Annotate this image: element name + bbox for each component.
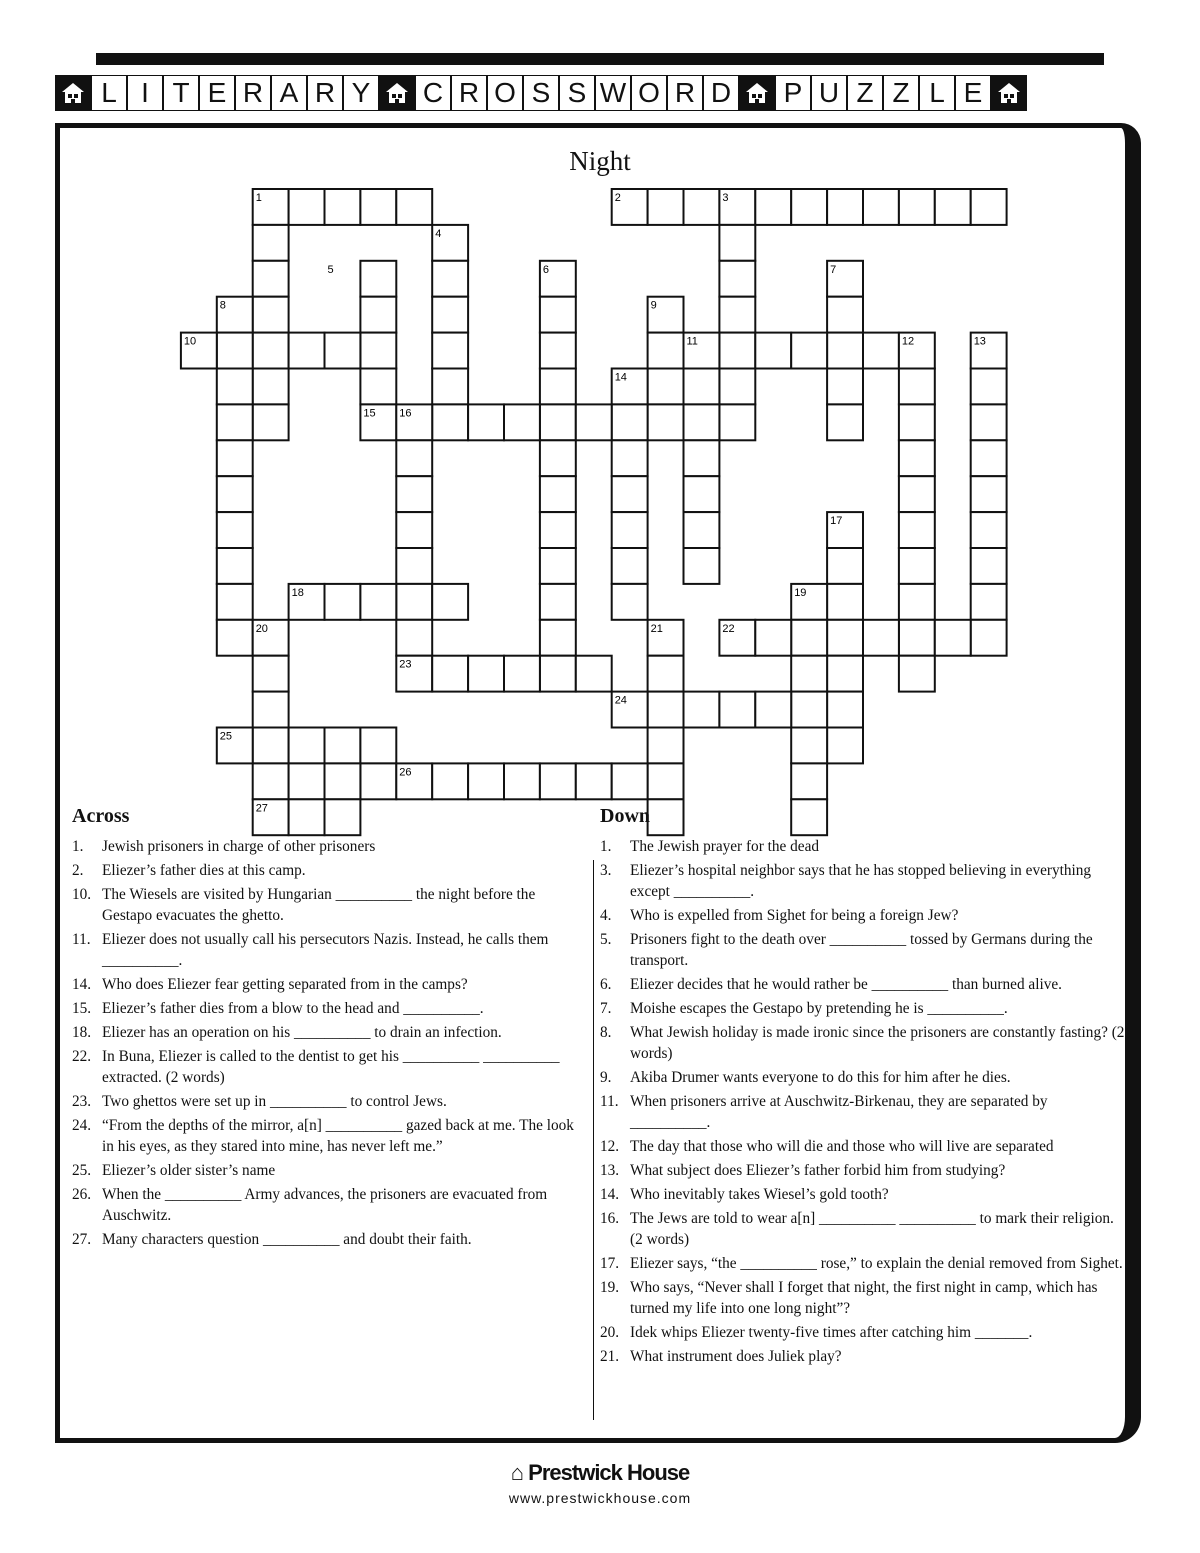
grid-cell[interactable] bbox=[360, 763, 396, 799]
clue-index: 11. bbox=[600, 1093, 619, 1110]
clue-text: Eliezer decides that he would rather be __________ than burned alive. bbox=[630, 976, 1062, 993]
grid-cell[interactable] bbox=[540, 440, 576, 476]
grid-cell[interactable] bbox=[360, 333, 396, 369]
grid-cell[interactable] bbox=[217, 548, 253, 584]
grid-cell[interactable] bbox=[540, 404, 576, 440]
clue-number: 5 bbox=[327, 263, 334, 276]
clue-index: 9. bbox=[600, 1069, 612, 1086]
grid-cell[interactable] bbox=[719, 297, 755, 333]
grid-cell[interactable] bbox=[791, 728, 827, 764]
clue-number: 17 bbox=[830, 515, 843, 528]
clue-index: 1. bbox=[72, 838, 84, 855]
grid-cell[interactable] bbox=[253, 369, 289, 405]
across-heading: Across bbox=[72, 805, 130, 827]
grid-cell[interactable] bbox=[684, 692, 720, 728]
grid-cell[interactable] bbox=[971, 404, 1007, 440]
clue-text: Eliezer’s older sister’s name bbox=[102, 1162, 276, 1179]
grid-cell[interactable] bbox=[719, 369, 755, 405]
grid-cell[interactable] bbox=[289, 763, 325, 799]
clue-text: Who is expelled from Sighet for being a foreign Jew? bbox=[630, 907, 959, 924]
grid-cell[interactable] bbox=[899, 620, 935, 656]
grid-cell[interactable] bbox=[540, 476, 576, 512]
down-clue bbox=[600, 1346, 1125, 1367]
grid-cell[interactable] bbox=[432, 763, 468, 799]
down-clue bbox=[600, 1208, 1125, 1250]
clue-index: 14. bbox=[600, 1186, 620, 1203]
grid-cell[interactable] bbox=[360, 297, 396, 333]
banner-letter: E bbox=[199, 75, 235, 111]
clue-index: 4. bbox=[600, 907, 612, 924]
clue-index: 12. bbox=[600, 1138, 620, 1155]
banner-letter: L bbox=[919, 75, 955, 111]
grid-cell[interactable] bbox=[612, 404, 648, 440]
grid-cell[interactable] bbox=[576, 763, 612, 799]
grid-cell[interactable] bbox=[827, 548, 863, 584]
grid-cell[interactable] bbox=[432, 584, 468, 620]
grid-cell[interactable] bbox=[791, 692, 827, 728]
clue-number: 10 bbox=[183, 335, 197, 348]
clue-index: 17. bbox=[600, 1255, 620, 1272]
grid-cell[interactable] bbox=[899, 656, 935, 692]
banner-letter: T bbox=[163, 75, 199, 111]
clue-number: 26 bbox=[399, 766, 412, 779]
publisher-url: www.prestwickhouse.com bbox=[508, 1490, 692, 1506]
grid-cell[interactable] bbox=[325, 584, 361, 620]
clue-text: In Buna, Eliezer is called to the dentist to get his __________ __________ extracted. (2 words) bbox=[102, 1048, 560, 1086]
clue-number: 24 bbox=[614, 694, 627, 707]
banner-letter: S bbox=[523, 75, 559, 111]
clue-number: 6 bbox=[542, 263, 550, 276]
grid-cell[interactable] bbox=[827, 656, 863, 692]
grid-cell[interactable] bbox=[827, 189, 863, 225]
clue-text: Who inevitably takes Wiesel’s gold tooth? bbox=[630, 1186, 889, 1203]
clue-index: 5. bbox=[600, 931, 612, 948]
grid-cell[interactable] bbox=[576, 404, 612, 440]
grid-cell[interactable] bbox=[827, 369, 863, 405]
grid-cell[interactable] bbox=[899, 476, 935, 512]
grid-cell[interactable] bbox=[791, 656, 827, 692]
grid-cell[interactable] bbox=[612, 512, 648, 548]
clue-text: Jewish prisoners in charge of other prisoners bbox=[102, 838, 376, 855]
grid-cell[interactable] bbox=[648, 763, 684, 799]
grid-cell[interactable] bbox=[791, 333, 827, 369]
banner-letter: R bbox=[451, 75, 487, 111]
grid-cell[interactable] bbox=[289, 728, 325, 764]
across-clue bbox=[72, 929, 577, 971]
grid-cell[interactable] bbox=[396, 440, 432, 476]
grid-cell[interactable] bbox=[648, 404, 684, 440]
clue-number: 8 bbox=[219, 299, 226, 312]
down-clue bbox=[600, 905, 1125, 926]
grid-cell[interactable] bbox=[504, 404, 540, 440]
clue-index: 2. bbox=[72, 862, 84, 879]
grid-cell[interactable] bbox=[360, 261, 396, 297]
clue-number: 20 bbox=[255, 622, 268, 635]
clue-index: 16. bbox=[600, 1210, 620, 1227]
clue-number: 27 bbox=[255, 802, 268, 815]
clue-number: 18 bbox=[291, 586, 304, 599]
grid-cell[interactable] bbox=[325, 189, 361, 225]
across-clue bbox=[72, 836, 577, 857]
grid-cell[interactable] bbox=[684, 404, 720, 440]
clue-text: Moishe escapes the Gestapo by pretending he is __________. bbox=[630, 1000, 1008, 1017]
across-clue bbox=[72, 1022, 577, 1043]
grid-cell[interactable] bbox=[827, 620, 863, 656]
across-clue bbox=[72, 884, 577, 926]
clue-index: 1. bbox=[600, 838, 612, 855]
grid-cell[interactable] bbox=[827, 692, 863, 728]
clue-number: 21 bbox=[650, 622, 663, 635]
grid-cell[interactable] bbox=[612, 440, 648, 476]
clue-text: Who says, “Never shall I forget that night, the first night in camp, which has turned my life into one long night”? bbox=[630, 1279, 1098, 1317]
puzzle-title: Night bbox=[569, 146, 631, 176]
clue-index: 8. bbox=[600, 1024, 612, 1041]
grid-cell[interactable] bbox=[684, 476, 720, 512]
grid-cell[interactable] bbox=[289, 333, 325, 369]
clue-text: Eliezer says, “the __________ rose,” to explain the denial removed from Sighet. bbox=[630, 1255, 1123, 1272]
grid-cell[interactable] bbox=[432, 333, 468, 369]
grid-cell[interactable] bbox=[755, 620, 791, 656]
clue-index: 6. bbox=[600, 976, 612, 993]
grid-cell[interactable] bbox=[504, 763, 540, 799]
clue-index: 10. bbox=[72, 886, 92, 903]
column-divider bbox=[593, 860, 594, 1420]
across-clue bbox=[72, 998, 577, 1019]
grid-cell[interactable] bbox=[827, 728, 863, 764]
grid-cell[interactable] bbox=[576, 656, 612, 692]
grid-cell[interactable] bbox=[253, 261, 289, 297]
banner-letter: Y bbox=[343, 75, 379, 111]
grid-cell[interactable] bbox=[540, 656, 576, 692]
across-clue bbox=[72, 1046, 577, 1088]
clue-number: 23 bbox=[399, 658, 412, 671]
grid-cell[interactable] bbox=[540, 297, 576, 333]
grid-cell[interactable] bbox=[396, 189, 432, 225]
grid-cell[interactable] bbox=[432, 369, 468, 405]
clue-index: 7. bbox=[600, 1000, 612, 1017]
grid-cell[interactable] bbox=[504, 656, 540, 692]
clue-index: 27. bbox=[72, 1231, 92, 1248]
grid-cell[interactable] bbox=[648, 333, 684, 369]
grid-cell[interactable] bbox=[863, 189, 899, 225]
house-logo-icon: ⌂ bbox=[510, 1460, 524, 1485]
across-clue bbox=[72, 974, 577, 995]
banner-letter: L bbox=[91, 75, 127, 111]
banner-letter: C bbox=[415, 75, 451, 111]
clue-text: Eliezer’s hospital neighbor says that he has stopped believing in everything except __________. bbox=[630, 862, 1092, 900]
grid-cell[interactable] bbox=[217, 404, 253, 440]
grid-cell[interactable] bbox=[791, 189, 827, 225]
clue-index: 26. bbox=[72, 1186, 92, 1203]
grid-cell[interactable] bbox=[648, 728, 684, 764]
clue-text: The Jewish prayer for the dead bbox=[630, 838, 820, 855]
grid-cell[interactable] bbox=[899, 548, 935, 584]
clue-text: Eliezer’s father dies at this camp. bbox=[102, 862, 306, 879]
grid-cell[interactable] bbox=[971, 369, 1007, 405]
down-clue bbox=[600, 1184, 1125, 1205]
clue-index: 23. bbox=[72, 1093, 92, 1110]
clue-number: 19 bbox=[794, 586, 807, 599]
grid-cell[interactable] bbox=[396, 476, 432, 512]
grid-cell[interactable] bbox=[791, 620, 827, 656]
grid-cell[interactable] bbox=[971, 440, 1007, 476]
clue-index: 20. bbox=[600, 1324, 620, 1341]
grid-cell[interactable] bbox=[253, 297, 289, 333]
clue-index: 21. bbox=[600, 1348, 620, 1365]
down-heading: Down bbox=[600, 805, 651, 827]
grid-cell[interactable] bbox=[719, 225, 755, 261]
banner-letter: O bbox=[631, 75, 667, 111]
down-clue bbox=[600, 1277, 1125, 1319]
grid-cell[interactable] bbox=[289, 189, 325, 225]
down-clue bbox=[600, 1136, 1125, 1157]
grid-cell[interactable] bbox=[253, 763, 289, 799]
clue-text: What Jewish holiday is made ironic since the prisoners are constantly fasting? (2 words) bbox=[630, 1024, 1125, 1062]
publisher-logo bbox=[0, 1460, 1200, 1486]
across-clue bbox=[72, 1184, 577, 1226]
grid-cell[interactable] bbox=[217, 333, 253, 369]
grid-cell[interactable] bbox=[217, 512, 253, 548]
clue-index: 14. bbox=[72, 976, 92, 993]
across-clue bbox=[72, 1160, 577, 1181]
grid-cell[interactable] bbox=[971, 189, 1007, 225]
grid-cell[interactable] bbox=[540, 763, 576, 799]
down-clue bbox=[600, 1091, 1125, 1133]
grid-cell[interactable] bbox=[755, 333, 791, 369]
grid-cell[interactable] bbox=[217, 476, 253, 512]
grid-cell[interactable] bbox=[612, 584, 648, 620]
grid-cell[interactable] bbox=[468, 763, 504, 799]
grid-cell[interactable] bbox=[791, 763, 827, 799]
clue-index: 22. bbox=[72, 1048, 92, 1065]
banner-letter: U bbox=[811, 75, 847, 111]
grid-cell[interactable] bbox=[935, 189, 971, 225]
clue-number: 1 bbox=[255, 192, 262, 204]
clue-index: 3. bbox=[600, 862, 612, 879]
grid-cell[interactable] bbox=[217, 584, 253, 620]
grid-cell[interactable] bbox=[935, 620, 971, 656]
grid-cell[interactable] bbox=[253, 225, 289, 261]
clue-text: The Jews are told to wear a[n] __________ __________ to mark their religion. (2 words) bbox=[630, 1210, 1114, 1248]
down-clue bbox=[600, 1322, 1125, 1343]
grid-cell[interactable] bbox=[540, 584, 576, 620]
grid-cell[interactable] bbox=[827, 404, 863, 440]
clue-text: The day that those who will die and those who will live are separated bbox=[630, 1138, 1054, 1155]
down-clue bbox=[600, 860, 1125, 902]
across-clue bbox=[72, 1115, 577, 1157]
clue-text: Who does Eliezer fear getting separated from in the camps? bbox=[102, 976, 468, 993]
grid-cell[interactable] bbox=[217, 440, 253, 476]
grid-cell[interactable] bbox=[827, 297, 863, 333]
banner-letter: R bbox=[235, 75, 271, 111]
grid-cell[interactable] bbox=[971, 512, 1007, 548]
clue-text: Many characters question __________ and doubt their faith. bbox=[102, 1231, 472, 1248]
grid-cell[interactable] bbox=[468, 656, 504, 692]
clue-number: 9 bbox=[650, 299, 657, 312]
down-clue bbox=[600, 1022, 1125, 1064]
clue-text: When prisoners arrive at Auschwitz-Birkenau, they are separated by __________. bbox=[630, 1093, 1048, 1131]
grid-cell[interactable] bbox=[899, 584, 935, 620]
grid-cell[interactable] bbox=[827, 584, 863, 620]
grid-cell[interactable] bbox=[396, 548, 432, 584]
clue-number: 25 bbox=[219, 730, 233, 743]
grid-cell[interactable] bbox=[468, 404, 504, 440]
clue-number: 4 bbox=[435, 227, 442, 240]
grid-cell[interactable] bbox=[253, 333, 289, 369]
grid-cell[interactable] bbox=[863, 333, 899, 369]
grid-cell[interactable] bbox=[684, 189, 720, 225]
clue-number: 15 bbox=[363, 407, 376, 420]
grid-cell[interactable] bbox=[540, 333, 576, 369]
grid-cell[interactable] bbox=[360, 369, 396, 405]
clue-number: 12 bbox=[901, 335, 915, 348]
clue-text: Two ghettos were set up in __________ to control Jews. bbox=[102, 1093, 447, 1110]
clue-number: 11 bbox=[686, 335, 698, 348]
banner-letter: E bbox=[955, 75, 991, 111]
clue-text: Eliezer does not usually call his persecutors Nazis. Instead, he calls them __________. bbox=[102, 931, 549, 969]
grid-cell[interactable] bbox=[899, 440, 935, 476]
grid-cell[interactable] bbox=[971, 476, 1007, 512]
grid-cell[interactable] bbox=[719, 692, 755, 728]
down-clue bbox=[600, 1160, 1125, 1181]
clue-index: 13. bbox=[600, 1162, 620, 1179]
clue-text: The Wiesels are visited by Hungarian __________ the night before the Gestapo evacuates the ghetto. bbox=[102, 886, 536, 924]
clue-text: Akiba Drumer wants everyone to do this for him after he dies. bbox=[630, 1069, 1011, 1086]
down-clue bbox=[600, 929, 1125, 971]
clue-text: Eliezer has an operation on his __________ to drain an infection. bbox=[102, 1024, 502, 1041]
across-clues bbox=[72, 805, 577, 1253]
banner-letter: Z bbox=[883, 75, 919, 111]
grid-cell[interactable] bbox=[360, 728, 396, 764]
banner-letter: D bbox=[703, 75, 739, 111]
grid-cell[interactable] bbox=[360, 189, 396, 225]
grid-cell[interactable] bbox=[612, 763, 648, 799]
grid-cell[interactable] bbox=[432, 656, 468, 692]
down-clue bbox=[600, 1067, 1125, 1088]
clue-number: 2 bbox=[614, 192, 621, 204]
grid-cell[interactable] bbox=[755, 692, 791, 728]
clue-text: Prisoners fight to the death over __________ tossed by Germans during the transport. bbox=[630, 931, 1093, 969]
grid-cell[interactable] bbox=[612, 476, 648, 512]
grid-cell[interactable] bbox=[755, 189, 791, 225]
across-clue bbox=[72, 860, 577, 881]
grid-cell[interactable] bbox=[540, 512, 576, 548]
grid-cell[interactable] bbox=[648, 189, 684, 225]
grid-cell[interactable] bbox=[971, 584, 1007, 620]
grid-cell[interactable] bbox=[899, 404, 935, 440]
grid-cell[interactable] bbox=[396, 584, 432, 620]
banner-letter: S bbox=[559, 75, 595, 111]
grid-cell[interactable] bbox=[684, 369, 720, 405]
across-clue bbox=[72, 1091, 577, 1112]
grid-cell[interactable] bbox=[540, 620, 576, 656]
clue-number: 22 bbox=[722, 622, 735, 635]
clue-number: 3 bbox=[722, 192, 729, 204]
grid-cell[interactable] bbox=[540, 369, 576, 405]
banner-letter: I bbox=[127, 75, 163, 111]
grid-cell[interactable] bbox=[432, 261, 468, 297]
grid-cell[interactable] bbox=[396, 620, 432, 656]
publisher-name: Prestwick House bbox=[528, 1460, 690, 1485]
clue-text: Eliezer’s father dies from a blow to the head and __________. bbox=[102, 1000, 484, 1017]
down-clue bbox=[600, 836, 1125, 857]
grid-cell[interactable] bbox=[899, 512, 935, 548]
down-clues bbox=[600, 805, 1125, 1370]
clue-index: 15. bbox=[72, 1000, 92, 1017]
grid-cell[interactable] bbox=[899, 189, 935, 225]
grid-cell[interactable] bbox=[325, 728, 361, 764]
banner-letter: Z bbox=[847, 75, 883, 111]
grid-cell[interactable] bbox=[827, 333, 863, 369]
grid-cell[interactable] bbox=[719, 404, 755, 440]
clue-number: 16 bbox=[399, 407, 412, 420]
grid-cell[interactable] bbox=[253, 692, 289, 728]
grid-cell[interactable] bbox=[971, 548, 1007, 584]
grid-cell[interactable] bbox=[325, 763, 361, 799]
grid-cell[interactable] bbox=[540, 548, 576, 584]
clue-text: When the __________ Army advances, the prisoners are evacuated from Auschwitz. bbox=[102, 1186, 548, 1224]
clue-text: What subject does Eliezer’s father forbid him from studying? bbox=[630, 1162, 1006, 1179]
clue-number: 13 bbox=[973, 335, 986, 348]
grid-cell[interactable] bbox=[863, 620, 899, 656]
banner-letter: O bbox=[487, 75, 523, 111]
grid-cell[interactable] bbox=[217, 620, 253, 656]
banner-letter: W bbox=[595, 75, 631, 111]
grid-cell[interactable] bbox=[360, 584, 396, 620]
grid-cell[interactable] bbox=[648, 656, 684, 692]
clue-text: What instrument does Juliek play? bbox=[630, 1348, 842, 1365]
banner-letter: R bbox=[307, 75, 343, 111]
grid-cell[interactable] bbox=[719, 333, 755, 369]
down-clue bbox=[600, 998, 1125, 1019]
grid-cell[interactable] bbox=[432, 297, 468, 333]
grid-cell[interactable] bbox=[253, 656, 289, 692]
banner-letter: A bbox=[271, 75, 307, 111]
grid-cell[interactable] bbox=[648, 692, 684, 728]
grid-cell[interactable] bbox=[432, 404, 468, 440]
grid-cell[interactable] bbox=[253, 728, 289, 764]
banner-letter: P bbox=[775, 75, 811, 111]
clue-index: 19. bbox=[600, 1279, 620, 1296]
grid-cell[interactable] bbox=[899, 369, 935, 405]
grid-cell[interactable] bbox=[971, 620, 1007, 656]
grid-cell[interactable] bbox=[684, 548, 720, 584]
down-clue bbox=[600, 974, 1125, 995]
clue-number: 7 bbox=[830, 263, 837, 276]
grid-cell[interactable] bbox=[325, 333, 361, 369]
grid-cell[interactable] bbox=[648, 369, 684, 405]
grid-cell[interactable] bbox=[684, 440, 720, 476]
grid-cell[interactable] bbox=[396, 512, 432, 548]
grid-cell[interactable] bbox=[217, 369, 253, 405]
clue-number: 14 bbox=[614, 371, 627, 384]
clue-index: 11. bbox=[72, 931, 91, 948]
clue-index: 24. bbox=[72, 1117, 92, 1134]
grid-cell[interactable] bbox=[719, 261, 755, 297]
banner-letter: R bbox=[667, 75, 703, 111]
across-clue bbox=[72, 1229, 577, 1250]
grid-cell[interactable] bbox=[684, 512, 720, 548]
clue-index: 18. bbox=[72, 1024, 92, 1041]
clue-index: 25. bbox=[72, 1162, 92, 1179]
down-clue bbox=[600, 1253, 1125, 1274]
clue-text: Idek whips Eliezer twenty-five times after catching him _______. bbox=[630, 1324, 1033, 1341]
clue-text: “From the depths of the mirror, a[n] __________ gazed back at me. The look in his eyes, as they stared into mine, has never left me.” bbox=[102, 1117, 574, 1155]
grid-cell[interactable] bbox=[612, 548, 648, 584]
grid-cell[interactable] bbox=[253, 404, 289, 440]
